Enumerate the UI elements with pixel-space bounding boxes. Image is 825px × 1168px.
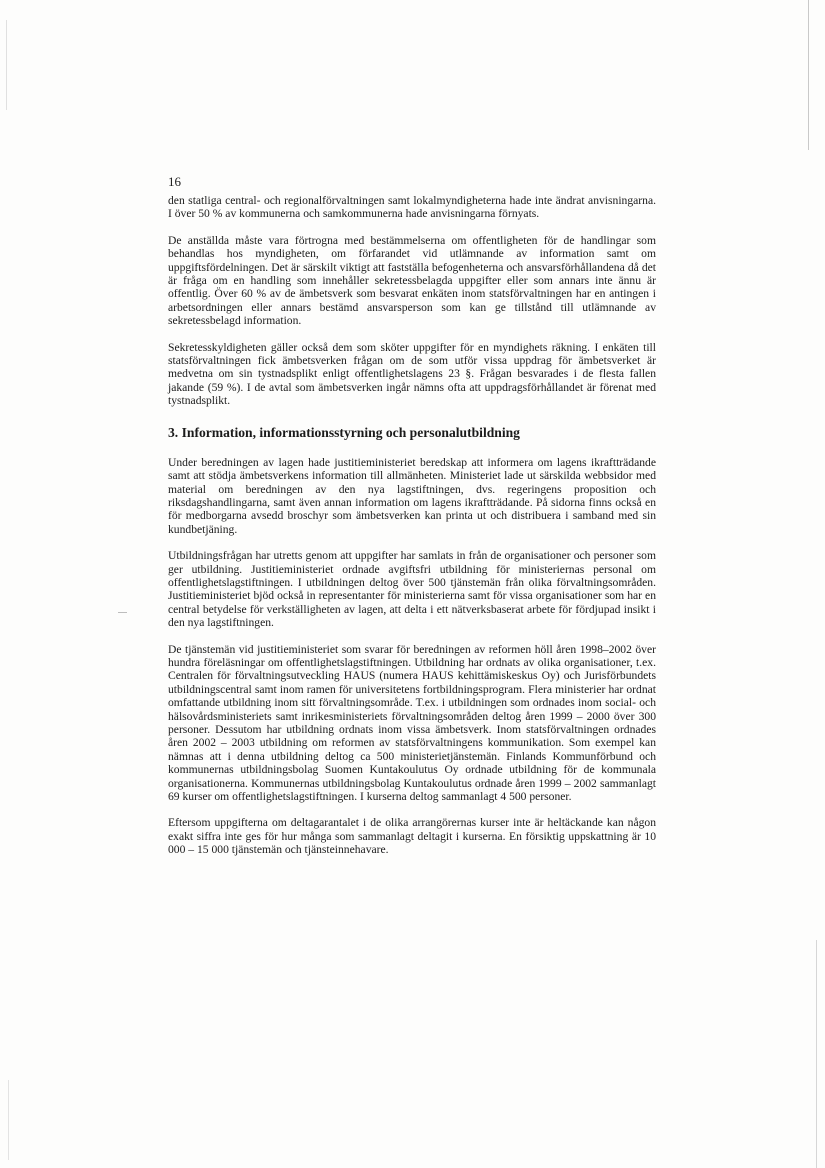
- paragraph: Sekretesskyldigheten gäller också dem som sköter uppgifter för en myndighets räkning. I enkäten till statsförvaltningen fick ämbetsverken frågan om de som utför vissa uppdrag för ämbetsverket är medvetna om sin tystnadsplikt enligt offentlighetslagens 23 §. Frågan besvarades i de flesta fallen jakande (59 %). I de avtal som ämbetsverken ingår nämns ofta att uppdragsförhållandet är förenat med tystnadsplikt.: [168, 340, 656, 408]
- scan-edge-mark: [8, 1080, 9, 1160]
- paragraph: Utbildningsfrågan har utretts genom att uppgifter har samlats in från de organisationer och personer som ger utbildning. Justitieministeriet ordnade avgiftsfri utbildning för ministeriernas personal om offentlighetslagstiftningen. I utbildningen deltog över 500 tjänstemän från olika förvaltningsområden. Justitieministeriet bjöd också in representanter för ministerierna samt för vissa organisationer som har en central betydelse för verkställigheten av lagen, att delta i ett nätverksbaserat arbete för fördjupad insikt i den nya lagstiftningen.: [168, 549, 656, 630]
- paragraph: De anställda måste vara förtrogna med bestämmelserna om offentligheten för de handlingar som behandlas hos myndigheten, om förfarandet vid utlämnande av information samt om uppgiftsfördelningen. Det är särskilt viktigt att fastställa befogenheterna och ansvarsförhållandena då det är fråga om en handling som innehåller sekretessbelagda uppgifter eller som annars inte ännu är offentlig. Över 60 % av de ämbetsverk som besvarat enkäten inom statsförvaltningen har en antingen i arbetsordningen eller annars bestämd ansvarsperson som kan ge tillstånd till utlämnande av sekretessbelagd information.: [168, 233, 656, 328]
- paragraph: den statliga central- och regionalförvaltningen samt lokalmyndigheterna hade inte ändrat anvisningarna. I över 50 % av kommunerna och samkommunerna hade anvisningarna förnyats.: [168, 194, 656, 221]
- scan-edge-mark: [816, 940, 817, 1168]
- page-number: 16: [168, 174, 181, 189]
- section-heading: 3. Information, informationsstyrning och personalutbildning: [168, 424, 520, 440]
- paragraph: De tjänstemän vid justitieministeriet som svarar för beredningen av reformen höll åren 1998–2002 över hundra föreläsningar om offentlighetslagstiftningen. Utbildning har ordnats av olika organisationer, t.ex. Centralen för förvaltningsutveckling HAUS (numera HAUS kehittämiskeskus Oy) och Jurisförbundets utbildningscentral samt inom ramen för universitetens fortbildningsprogram. Flera ministerier har ordnat omfattande utbildning inom sitt förvaltningsområde. T.ex. i utbildningen som ordnades inom social- och hälsovårdsministeriets samt inrikesministeriets förvaltningsområden deltog åren 1999 – 2000 över 300 personer. Dessutom har utbildning ordnats inom vissa ämbetsverk. Inom statsförvaltningen ordnades åren 2002 – 2003 utbildning om reformen av statsförvaltningens kommunikation. Som exempel kan nämnas att i denna utbildning deltog ca 500 ministerietjänstemän. Finlands Kommunförbund och kommunernas utbildningsbolag Suomen Kuntakoulutus Oy ordnade utbildning för de kommunala organisationerna. Kommunernas utbildningsbolag Kuntakoulutus ordnade åren 1999 – 2002 sammanlagt 69 kurser om offentlighetslagstiftningen. I kurserna deltog sammanlagt 4 500 personer.: [168, 642, 656, 804]
- scan-edge-mark: [808, 0, 809, 150]
- scan-edge-mark: [6, 20, 7, 110]
- paragraph: Eftersom uppgifterna om deltagarantalet i de olika arrangörernas kurser inte är heltäckande kan någon exakt siffra inte ges för hur många som sammanlagt deltagit i kurserna. En försiktig uppskattning är 10 000 – 15 000 tjänstemän och tjänsteinnehavare.: [168, 816, 656, 857]
- body-text: [168, 194, 656, 870]
- paragraph: Under beredningen av lagen hade justitieministeriet beredskap att informera om lagens ikraftträdande samt att stödja ämbetsverkens information till allmänheten. Ministeriet lade ut särskilda webbsidor med material om beredningen av den nya lagstiftningen, dvs. regeringens proposition och riksdagshandlingarna, samt även annan information om lagens ikraftträdande. På sidorna finns också en för medborgarna avsedd broschyr som ämbetsverken kan printa ut och distribuera i samband med sin kundbetjäning.: [168, 455, 656, 536]
- scan-stray-mark: [118, 612, 127, 613]
